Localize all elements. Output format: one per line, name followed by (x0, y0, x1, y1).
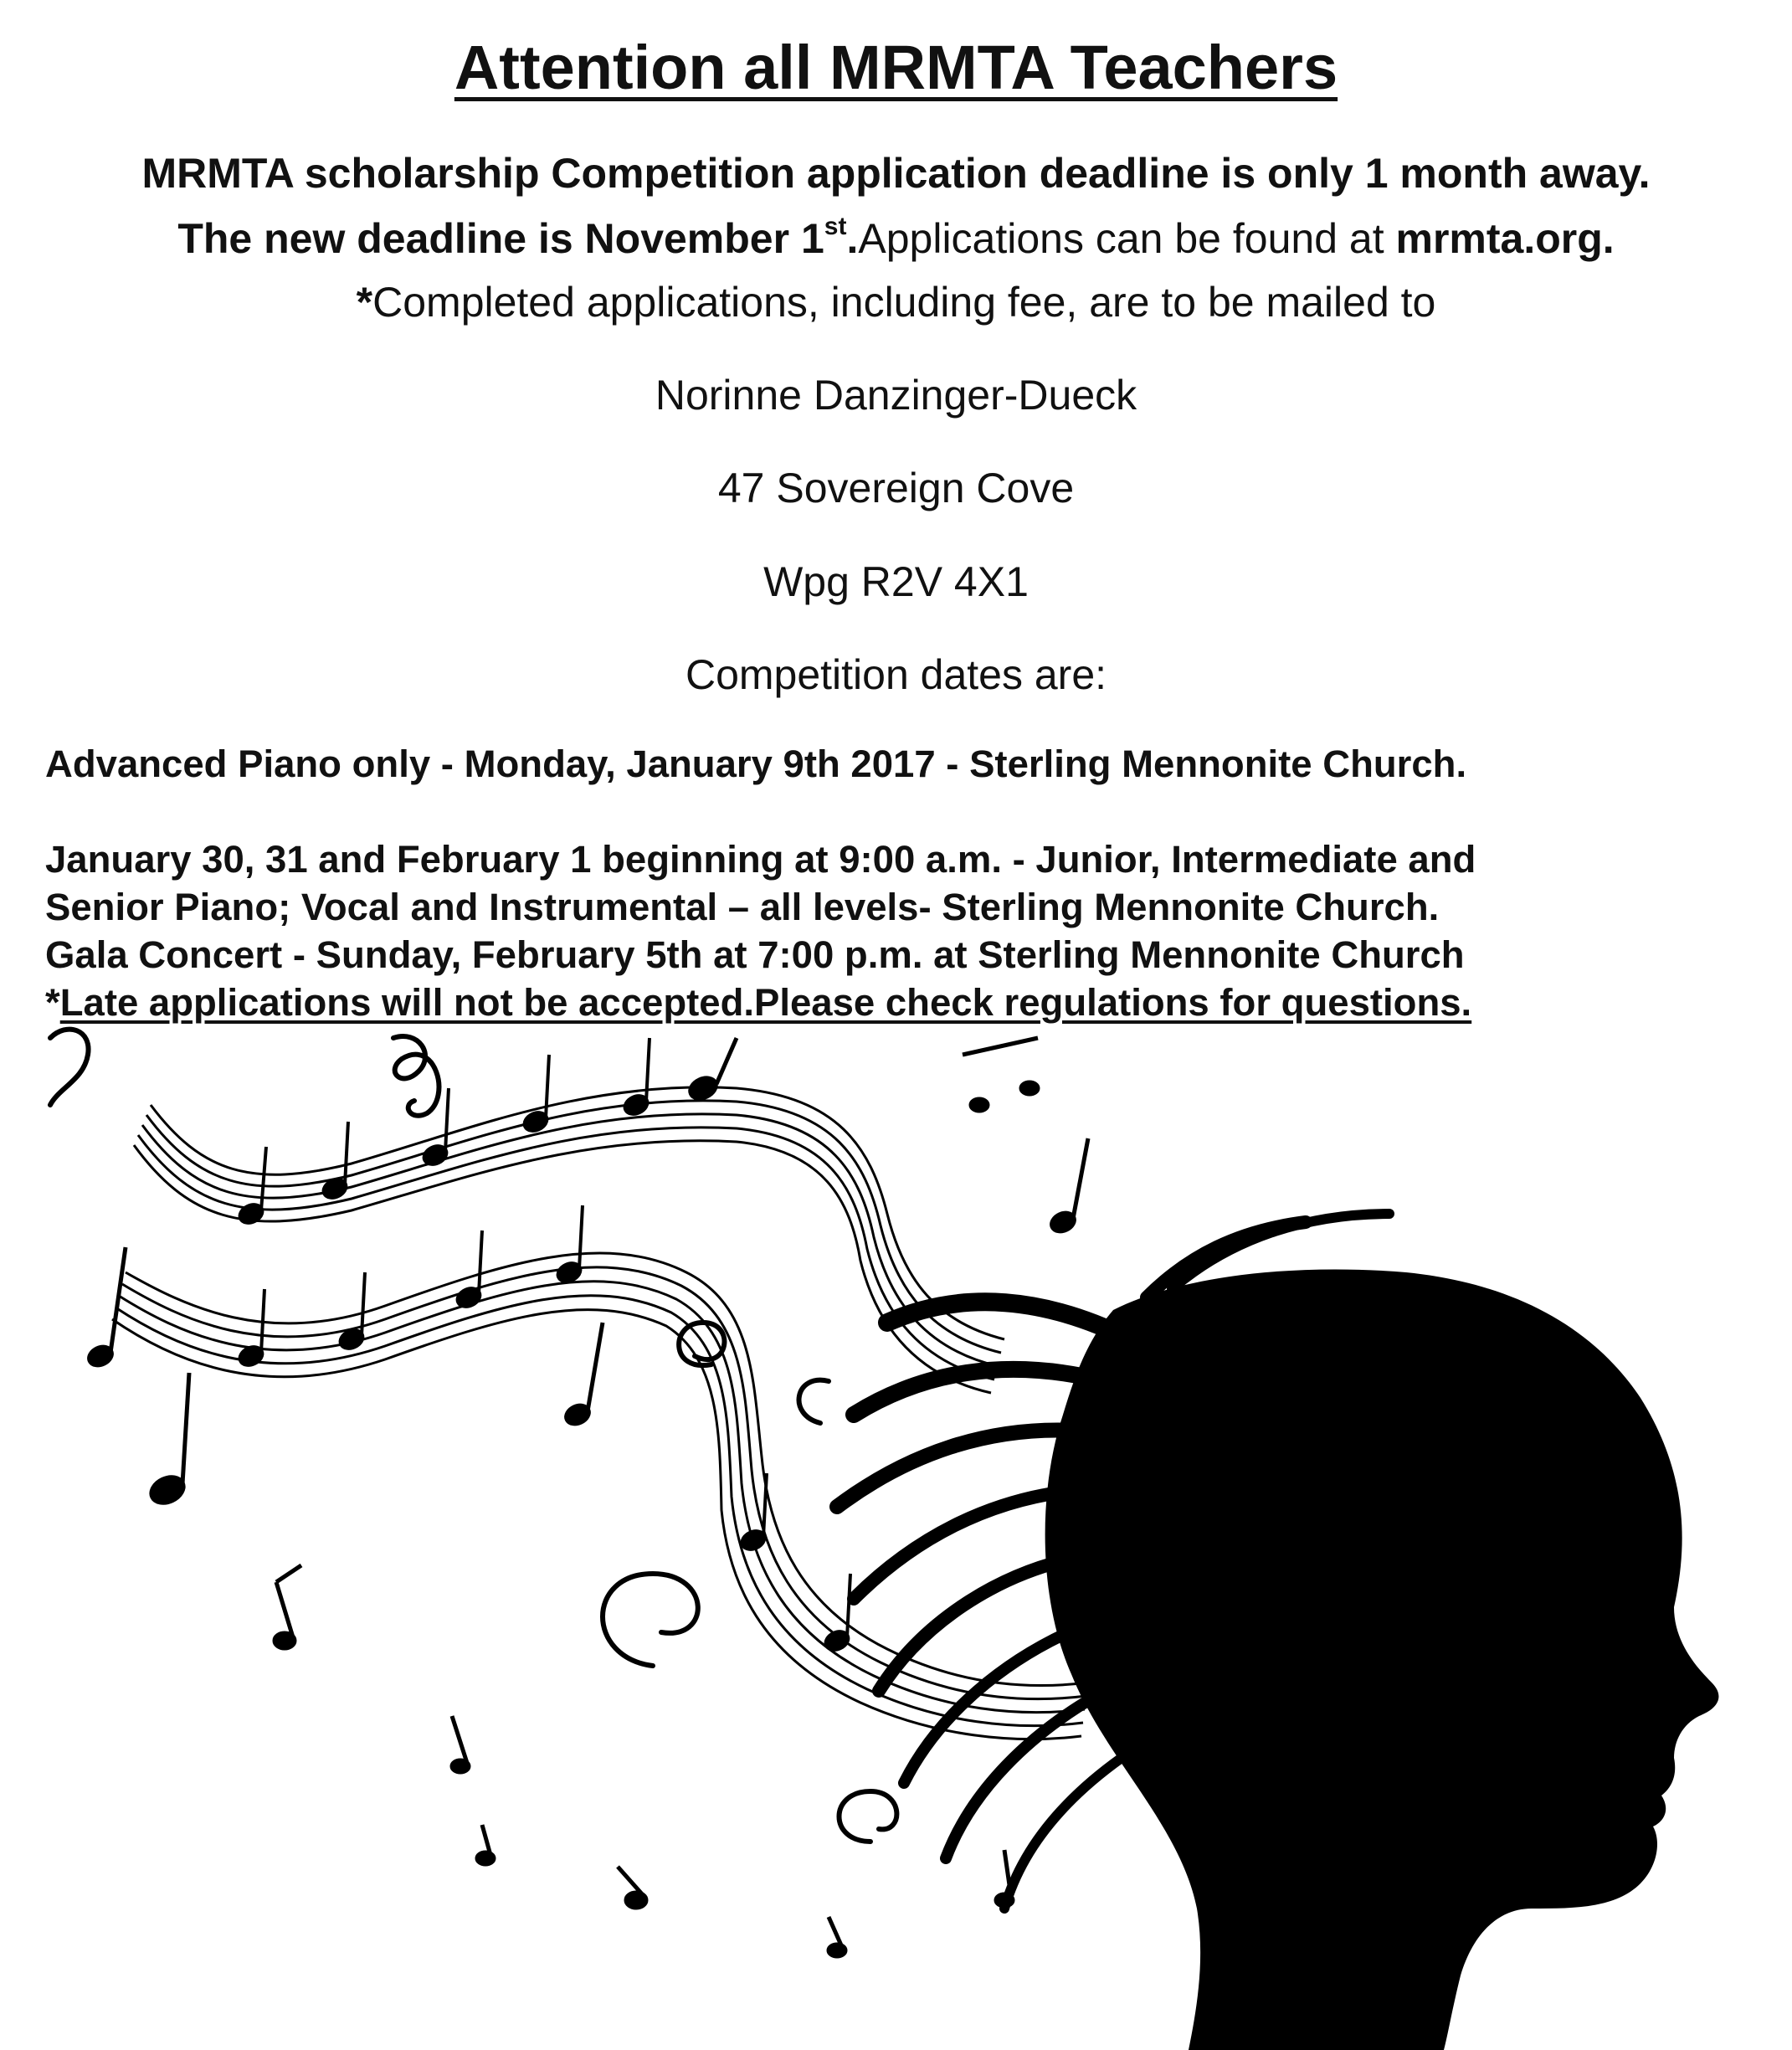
address-street: 47 Sovereign Cove (717, 465, 1075, 511)
late-applications-note: *Late applications will not be accepted.Please check regulations for questions. (45, 981, 1472, 1024)
dates-heading: Competition dates are: (685, 651, 1107, 698)
address-name: Norinne Danzinger-Dueck (655, 372, 1137, 419)
schedule-line-2: Senior Piano; Vocal and Instrumental – all levels- Sterling Mennonite Church. (45, 886, 1440, 928)
schedule-line-1: January 30, 31 and February 1 beginning at 9:00 a.m. - Junior, Intermediate and (45, 838, 1476, 881)
page-title: Attention all MRMTA Teachers (454, 33, 1338, 102)
mailing-instruction: *Completed applications, including fee, are to be mailed to (356, 279, 1436, 326)
advanced-piano-date: Advanced Piano only - Monday, January 9th 2017 - Sterling Mennonite Church. (45, 742, 1467, 785)
deadline-date-line: The new deadline is November 1st.Applications can be found at mrmta.org. (177, 213, 1615, 262)
website-link: mrmta.org. (1395, 215, 1615, 262)
gala-concert-line: Gala Concert - Sunday, February 5th at 7:00 p.m. at Sterling Mennonite Church (45, 933, 1465, 976)
head-silhouette (1045, 1269, 1719, 2050)
schedule-block (45, 835, 1753, 1026)
music-head-silhouette-icon (0, 1021, 1792, 2050)
deadline-notice: MRMTA scholarship Competition application deadline is only 1 month away. (141, 150, 1651, 197)
address-city: Wpg R2V 4X1 (763, 558, 1029, 605)
